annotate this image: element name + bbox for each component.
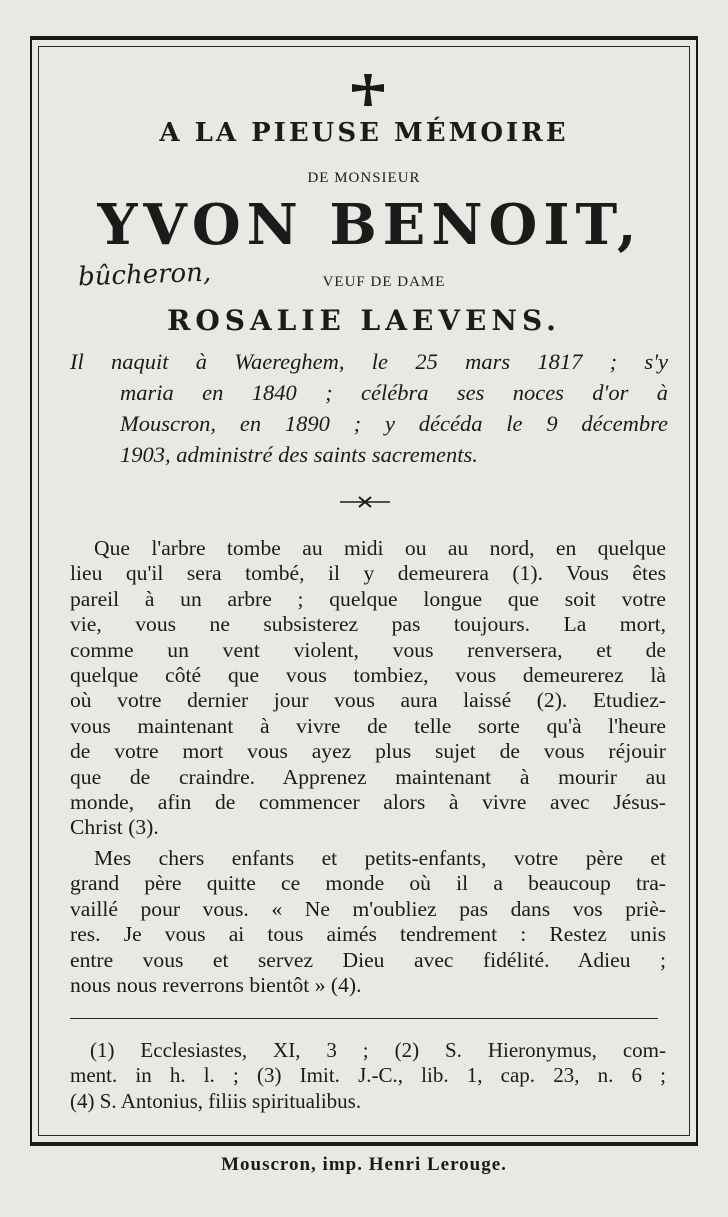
paragraph-line: monde, afin de commencer alors à vivre avec Jésus- (70, 790, 666, 815)
paragraph-line: Christ (3). (70, 815, 159, 840)
paragraph-line: vous maintenant à vivre de telle sorte qu'à l'heure (70, 713, 666, 738)
paragraph-line: vaillé pour vous. « Ne m'oubliez pas dans vos priè- (70, 896, 666, 921)
paragraph-farewell (70, 846, 666, 998)
footnote-line: (4) S. Antonius, filiis spiritualibus. (70, 1088, 362, 1113)
printer-imprint: Mouscron, imp. Henri Lerouge. (221, 1154, 507, 1175)
paragraph-line: comme un vent violent, vous renversera, et de (70, 637, 666, 662)
paragraph-meditation (70, 536, 666, 841)
footnote-divider (70, 1018, 658, 1019)
widow-of-label: VEUF DE DAME (322, 274, 446, 290)
handwritten-occupation: bûcheron, (77, 257, 212, 293)
cross-icon (350, 72, 386, 108)
wife-name: ROSALIE LAEVENS. (167, 304, 561, 337)
paragraph-line: quelque côté que vous tombiez, vous demeurerez là (70, 663, 666, 688)
deceased-name: YVON BENOIT, (97, 192, 643, 258)
paragraph-line: res. Je vous ai tous aimés tendrement : Restez unis (70, 922, 666, 947)
paragraph-line: grand père quitte ce monde où il a beaucoup tra- (70, 871, 666, 896)
paragraph-line: pareil à un arbre ; quelque longue que soit votre (70, 586, 666, 611)
memorial-subtitle: DE MONSIEUR (307, 170, 421, 186)
biography-line: maria en 1840 ; célébra ses noces d'or à (120, 380, 668, 405)
paragraph-line: nous nous reverrons bientôt » (4). (70, 973, 362, 998)
biography-line: 1903, administré des saints sacrements. (120, 442, 478, 467)
memorial-title: A LA PIEUSE MÉMOIRE (159, 118, 569, 148)
paragraph-line: vie, vous ne subsisterez pas toujours. La mort, (70, 612, 666, 637)
footnote-line: (1) Ecclesiastes, XI, 3 ; (2) S. Hieronymus, com- (90, 1038, 666, 1062)
paragraph-line: Mes chers enfants et petits-enfants, votre père et (94, 846, 666, 870)
paragraph-line: entre vous et servez Dieu avec fidélité. Adieu ; (70, 947, 666, 972)
biography (70, 346, 668, 470)
paragraph-line: de votre mort vous ayez plus sujet de vous réjouir (70, 739, 666, 764)
ornament-icon (340, 494, 390, 510)
footnotes (70, 1038, 666, 1114)
biography-line: Mouscron, en 1890 ; y décéda le 9 décembre (120, 411, 668, 436)
footnote-line: ment. in h. l. ; (3) Imit. J.-C., lib. 1, cap. 23, n. 6 ; (70, 1063, 666, 1088)
paragraph-line: Que l'arbre tombe au midi ou au nord, en quelque (94, 536, 666, 560)
paragraph-line: lieu qu'il sera tombé, il y demeurera (1). Vous êtes (70, 561, 666, 586)
paragraph-line: où votre dernier jour vous aura laissé (2). Etudiez- (70, 688, 666, 713)
biography-line: Il naquit à Waereghem, le 25 mars 1817 ; s'y (70, 349, 668, 374)
paragraph-line: que de craindre. Apprenez maintenant à mourir au (70, 764, 666, 789)
